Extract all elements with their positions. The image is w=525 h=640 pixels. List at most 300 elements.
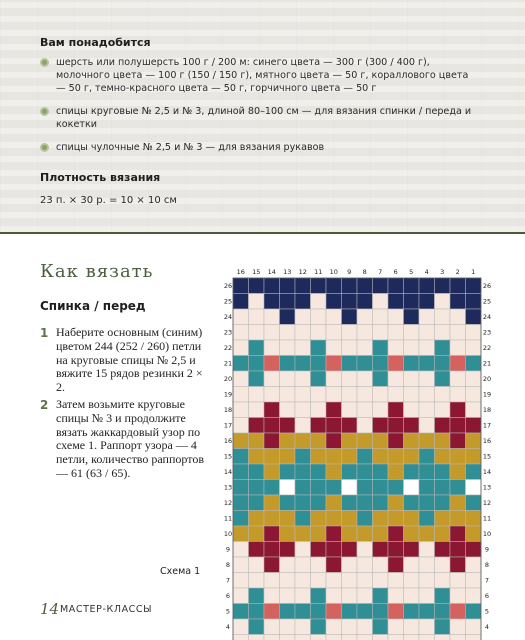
chart-cell [373,542,389,558]
chart-cell [419,542,435,558]
chart-cell [419,449,435,465]
chart-cell [435,371,451,387]
chart-cell [264,526,280,542]
chart-cell [435,619,451,635]
chart-cell [326,387,342,403]
chart-cell [466,309,482,325]
chart-cell [435,278,451,294]
chart-cell [326,278,342,294]
chart-cell [450,588,466,604]
chart-cell [388,449,404,465]
chart-cell [280,309,296,325]
chart-cell [264,542,280,558]
chart-cell [295,480,311,496]
chart-cell [388,542,404,558]
chart-cell [388,340,404,356]
column-number-top: 4 [424,268,429,276]
chart-cell [326,619,342,635]
chart-cell [419,402,435,418]
chart-cell [450,449,466,465]
chart-cell [311,356,327,372]
chart-cell [373,495,389,511]
chart-cell [326,495,342,511]
chart-cell [295,604,311,620]
chart-cell [373,449,389,465]
chart-cell [311,635,327,640]
row-number-left: 14 [223,468,233,477]
chart-cell [264,635,280,640]
chart-cell [233,278,249,294]
chart-cell [326,356,342,372]
chart-cell [295,387,311,403]
chart-cell [342,433,358,449]
chart-cell [295,371,311,387]
chart-cell [450,325,466,341]
chart-cell [419,325,435,341]
chart-cell [295,526,311,542]
materials-item-text: спицы круговые № 2,5 и № 3, длиной 80–100 см — для вязания спинки / переда и кокетки [56,106,472,130]
chart-cell [233,526,249,542]
row-number-left: 26 [223,282,233,291]
step-text: Затем возьмите круговые спицы № 3 и продолжите вязать жаккардовый узор по схеме 1. Раппорт узора — 4 петли, количество раппортов — 61 (63 / 65). [56,397,204,480]
row-number-left: 17 [223,421,233,430]
chart-cell [233,371,249,387]
chart-cell [373,340,389,356]
chart-cell [435,526,451,542]
chart-cell [388,402,404,418]
chart-cell [280,356,296,372]
chart-cell [435,511,451,527]
chart-cell [249,495,265,511]
chart-cell [419,635,435,640]
chart-cell [373,294,389,310]
chart-cell [435,557,451,573]
chart-cell [342,371,358,387]
chart-cell [435,402,451,418]
chart-cell [233,619,249,635]
step-text: Наберите основным (синим) цветом 244 (252 / 260) петли на круговые спицы № 2,5 и вяжите 15 рядов резинки 2 × 2. [56,325,203,395]
chart-cell [388,387,404,403]
chart-cell [357,588,373,604]
chart-cell [233,573,249,589]
row-number-right: 6 [484,592,490,601]
chart-cell [233,418,249,434]
chart-cell [435,542,451,558]
chart-cell [357,635,373,640]
row-number-left: 16 [223,437,233,446]
row-number-right: 14 [482,468,492,477]
chart-cell [357,340,373,356]
chart-cell [419,309,435,325]
chart-cell [419,557,435,573]
chart-cell [311,418,327,434]
chart-cell [342,573,358,589]
chart-cell [326,511,342,527]
row-number-right: 13 [482,483,492,492]
chart-cell [295,294,311,310]
chart-cell [295,464,311,480]
row-number-right: 24 [482,313,492,322]
chart-cell [311,495,327,511]
chart-cell [450,495,466,511]
chart-cell [466,588,482,604]
chart-cell [342,356,358,372]
chart-cell [311,449,327,465]
row-number-left: 13 [223,483,233,492]
chart-cell [404,387,420,403]
row-number-right: 7 [484,576,490,585]
chart-cell [295,542,311,558]
chart-cell [342,340,358,356]
row-number-left: 10 [223,530,233,539]
section-title-back-front: Спинка / перед [40,299,146,313]
chart-cell [373,387,389,403]
chart-cell [450,387,466,403]
chart-cell [435,356,451,372]
chart-cell [295,325,311,341]
materials-list [40,56,480,164]
chart-cell [450,635,466,640]
chart-cell [233,387,249,403]
chart-cell [435,573,451,589]
chart-cell [373,526,389,542]
chart-cell [233,480,249,496]
chart-cell [326,325,342,341]
row-number-right: 8 [484,561,490,570]
chart-cell [233,325,249,341]
chart-cell [311,557,327,573]
chart-cell [295,340,311,356]
chart-cell [233,588,249,604]
chart-cell [342,309,358,325]
chart-cell [466,542,482,558]
chart-cell [249,402,265,418]
chart-cell [404,418,420,434]
chart-cell [311,480,327,496]
chart-cell [466,619,482,635]
chart-cell [311,588,327,604]
chart-cell [466,557,482,573]
chart-cell [326,573,342,589]
chart-cell [419,480,435,496]
chart-cell [264,511,280,527]
chart-cell [295,402,311,418]
chart-cell [264,495,280,511]
row-number-right: 17 [482,421,492,430]
chart-cell [342,418,358,434]
chart-cell [466,278,482,294]
footer-section-title: МАСТЕР-КЛАССЫ [60,604,153,615]
bullet-icon [40,107,49,116]
chart-cell [280,402,296,418]
chart-cell [419,371,435,387]
row-number-left: 25 [223,297,233,306]
chart-cell [435,433,451,449]
chart-cell [373,278,389,294]
chart-cell [342,325,358,341]
chart-cell [295,495,311,511]
chart-cell [404,433,420,449]
materials-item-dpn-needles [40,141,480,154]
chart-cell [373,604,389,620]
chart-cell [249,340,265,356]
row-number-right: 5 [484,607,490,616]
chart-cell [295,356,311,372]
chart-cell [249,480,265,496]
chart-cell [280,557,296,573]
chart-cell [419,387,435,403]
chart-cell [342,402,358,418]
chart-cell [264,356,280,372]
chart-cell [295,511,311,527]
chart-cell [280,542,296,558]
chart-cell [249,325,265,341]
column-number-top: 13 [283,268,292,276]
chart-cell [357,433,373,449]
chart-cell [342,619,358,635]
chart-cell [249,526,265,542]
chart-cell [450,557,466,573]
chart-cell [326,604,342,620]
materials-item-circular-needles [40,105,480,131]
materials-item-text: спицы чулочные № 2,5 и № 3 — для вязания рукавов [56,142,325,153]
chart-cell [295,635,311,640]
chart-cell [280,340,296,356]
chart-cell [404,278,420,294]
chart-cell [311,464,327,480]
chart-cell [404,464,420,480]
chart-cell [295,588,311,604]
chart-cell [357,557,373,573]
chart-cell [326,371,342,387]
materials-title: Вам понадобится [40,36,151,49]
chart-cell [295,557,311,573]
chart-cell [419,464,435,480]
chart-cell [326,418,342,434]
chart-cell [388,278,404,294]
chart-cell [419,278,435,294]
chart-cell [311,619,327,635]
row-number-right: 26 [482,282,492,291]
chart-cell [280,619,296,635]
chart-cell [373,619,389,635]
chart-cell [435,604,451,620]
chart-cell [357,604,373,620]
column-number-top: 10 [329,268,338,276]
chart-cell [249,449,265,465]
column-number-top: 9 [347,268,352,276]
chart-cell [342,294,358,310]
step-number: 1 [40,326,49,340]
chart-cell [264,278,280,294]
row-number-right: 22 [482,344,492,353]
chart-cell [280,573,296,589]
row-number-right: 16 [482,437,492,446]
chart-cell [450,371,466,387]
chart-cell [249,418,265,434]
chart-cell [404,557,420,573]
chart-cell [450,573,466,589]
column-number-top: 15 [252,268,261,276]
chart-cell [233,511,249,527]
column-number-top: 16 [236,268,245,276]
chart-cell [466,433,482,449]
chart-cell [233,340,249,356]
chart-cell [311,526,327,542]
column-number-top: 1 [471,268,476,276]
chart-cell [342,511,358,527]
chart-cell [466,402,482,418]
chart-cell [357,573,373,589]
chart-cell [264,309,280,325]
row-number-left: 21 [223,359,233,368]
chart-cell [295,309,311,325]
row-number-left: 9 [225,545,231,554]
chart-cell [373,402,389,418]
chart-cell [404,604,420,620]
chart-cell [249,371,265,387]
chart-cell [388,619,404,635]
chart-cell [466,526,482,542]
row-number-left: 24 [223,313,233,322]
chart-cell [264,387,280,403]
chart-cell [233,402,249,418]
chart-cell [249,573,265,589]
chart-cell [249,433,265,449]
chart-cell [404,526,420,542]
chart-cell [357,356,373,372]
chart-cell [311,309,327,325]
chart-cell [388,588,404,604]
chart-cell [264,325,280,341]
page-number: 14 [40,600,60,618]
chart-cell [280,480,296,496]
chart-cell [388,495,404,511]
chart-cell [249,557,265,573]
column-number-top: 11 [314,268,323,276]
chart-cell [419,340,435,356]
chart-cell [435,635,451,640]
chart-cell [311,325,327,341]
row-number-right: 23 [482,328,492,337]
chart-cell [404,371,420,387]
chart-cell [326,294,342,310]
chart-cell [342,464,358,480]
row-number-left: 23 [223,328,233,337]
chart-cell [311,371,327,387]
row-number-left: 11 [223,514,233,523]
chart-cell [466,371,482,387]
row-number-right: 11 [482,514,492,523]
row-number-left: 8 [225,561,231,570]
row-number-left: 20 [223,375,233,384]
chart-cell [233,433,249,449]
chart-cell [264,480,280,496]
bullet-icon [40,58,49,67]
chart-cell [404,402,420,418]
chart-cell [388,433,404,449]
chart-cell [264,294,280,310]
chart-cell [342,449,358,465]
row-number-left: 12 [223,499,233,508]
chart-cell [342,557,358,573]
density-title: Плотность вязания [40,171,161,184]
row-number-left: 22 [223,344,233,353]
chart-cell [326,433,342,449]
chart-cell [404,619,420,635]
chart-cell [450,340,466,356]
chart-cell [357,495,373,511]
chart-cell [466,325,482,341]
chart-cell [280,278,296,294]
chart-cell [342,635,358,640]
chart-cell [280,635,296,640]
chart-cell [295,433,311,449]
chart-cell [435,449,451,465]
chart-cell [264,402,280,418]
column-number-top: 3 [440,268,445,276]
chart-cell [450,294,466,310]
chart-cell [249,387,265,403]
row-number-right: 12 [482,499,492,508]
chart-cell [311,542,327,558]
chart-cell [311,433,327,449]
chart-cell [326,480,342,496]
chart-cell [450,464,466,480]
row-number-right: 4 [484,623,490,632]
chart-cell [342,588,358,604]
chart-cell [388,604,404,620]
chart-cell [233,635,249,640]
chart-cell [280,604,296,620]
chart-cell [450,418,466,434]
chart-cell [357,511,373,527]
chart-cell [419,526,435,542]
chart-cell [388,557,404,573]
chart-cell [404,309,420,325]
chart-cell [388,325,404,341]
chart-cell [357,294,373,310]
chart-cell [357,418,373,434]
row-number-left: 18 [223,406,233,415]
chart-cell [404,294,420,310]
column-number-top: 2 [455,268,460,276]
chart-cell [373,480,389,496]
chart-cell [466,294,482,310]
chart-cell [419,418,435,434]
chart-cell [264,371,280,387]
chart-cell [249,464,265,480]
chart-cell [450,604,466,620]
chart-caption: Схема 1 [160,566,201,577]
chart-cell [326,526,342,542]
chart-cell [280,325,296,341]
chart-cell [280,387,296,403]
column-number-top: 5 [409,268,414,276]
chart-cell [450,619,466,635]
column-number-top: 12 [298,268,307,276]
chart-cell [233,557,249,573]
chart-cell [249,619,265,635]
chart-cell [419,495,435,511]
row-number-left: 5 [225,607,231,616]
row-number-right: 18 [482,406,492,415]
chart-cell [249,588,265,604]
chart-cell [419,433,435,449]
chart-cell [326,402,342,418]
row-number-left: 4 [225,623,231,632]
chart-cell [450,402,466,418]
